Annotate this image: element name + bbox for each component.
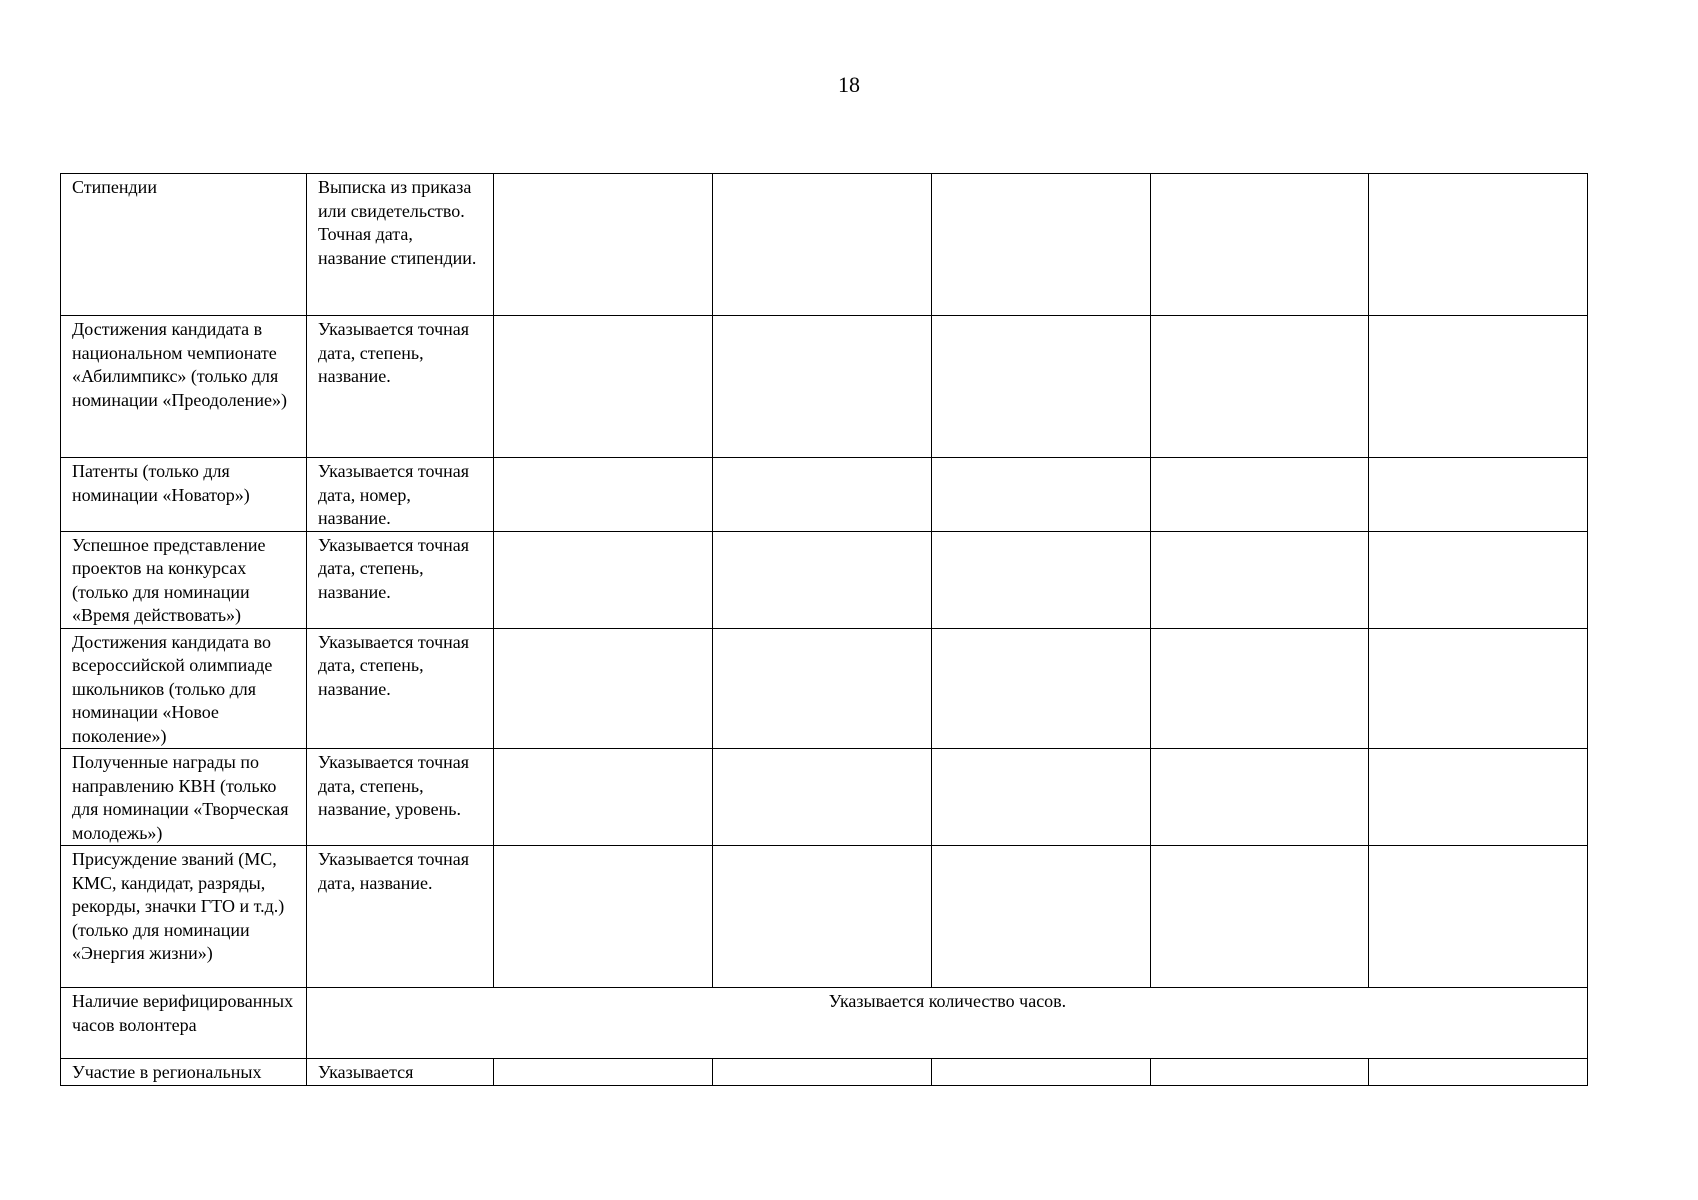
empty-cell [932,846,1151,988]
nomination-criteria-table [60,173,1588,1086]
empty-cell [932,316,1151,458]
criterion-note: Указывается точная дата, название. [307,846,494,988]
criterion-label: Успешное представление проектов на конкурсах (только для номинации «Время действовать») [61,531,307,628]
empty-cell [494,628,713,749]
criterion-note: Указывается точная дата, степень, название. [307,628,494,749]
criterion-note: Указывается точная дата, степень, название. [307,316,494,458]
criterion-note: Указывается точная дата, степень, название, уровень. [307,749,494,846]
table-row [61,1059,1588,1086]
table-row [61,458,1588,532]
empty-cell [1151,316,1369,458]
criterion-label: Достижения кандидата во всероссийской олимпиаде школьников (только для номинации «Новое поколение») [61,628,307,749]
table-row [61,749,1588,846]
empty-cell [932,628,1151,749]
empty-cell [1369,749,1588,846]
criterion-note: Указывается количество часов. [307,988,1588,1059]
criterion-note: Указывается точная дата, степень, название. [307,531,494,628]
table-row [61,531,1588,628]
empty-cell [713,749,932,846]
table-row [61,988,1588,1059]
empty-cell [932,531,1151,628]
empty-cell [713,174,932,316]
empty-cell [1369,316,1588,458]
empty-cell [713,531,932,628]
empty-cell [1151,458,1369,532]
empty-cell [932,458,1151,532]
empty-cell [932,1059,1151,1086]
criterion-note: Указывается [307,1059,494,1086]
empty-cell [494,1059,713,1086]
criterion-label: Полученные награды по направлению КВН (только для номинации «Творческая молодежь») [61,749,307,846]
criterion-note: Указывается точная дата, номер, название. [307,458,494,532]
empty-cell [1369,531,1588,628]
criterion-label: Участие в региональных [61,1059,307,1086]
empty-cell [1151,531,1369,628]
empty-cell [1151,628,1369,749]
empty-cell [713,846,932,988]
empty-cell [713,628,932,749]
criterion-label: Присуждение званий (МС, КМС, кандидат, разряды, рекорды, значки ГТО и т.д.) (только для номинации «Энергия жизни») [61,846,307,988]
criterion-note: Выписка из приказа или свидетельство. Точная дата, название стипендии. [307,174,494,316]
empty-cell [1369,628,1588,749]
criterion-label: Наличие верифицированных часов волонтера [61,988,307,1059]
empty-cell [1369,1059,1588,1086]
empty-cell [932,749,1151,846]
table-row [61,846,1588,988]
empty-cell [1369,458,1588,532]
empty-cell [932,174,1151,316]
empty-cell [1151,1059,1369,1086]
empty-cell [713,458,932,532]
empty-cell [494,316,713,458]
table-row [61,174,1588,316]
empty-cell [713,1059,932,1086]
empty-cell [494,846,713,988]
page-number: 18 [838,72,860,97]
empty-cell [1369,174,1588,316]
empty-cell [494,174,713,316]
table-row [61,316,1588,458]
empty-cell [494,531,713,628]
empty-cell [713,316,932,458]
empty-cell [1151,174,1369,316]
empty-cell [1151,749,1369,846]
criterion-label: Стипендии [61,174,307,316]
criterion-label: Достижения кандидата в национальном чемпионате «Абилимпикс» (только для номинации «Преодоление») [61,316,307,458]
criterion-label: Патенты (только для номинации «Новатор») [61,458,307,532]
empty-cell [1151,846,1369,988]
empty-cell [1369,846,1588,988]
table-row [61,628,1588,749]
empty-cell [494,458,713,532]
empty-cell [494,749,713,846]
